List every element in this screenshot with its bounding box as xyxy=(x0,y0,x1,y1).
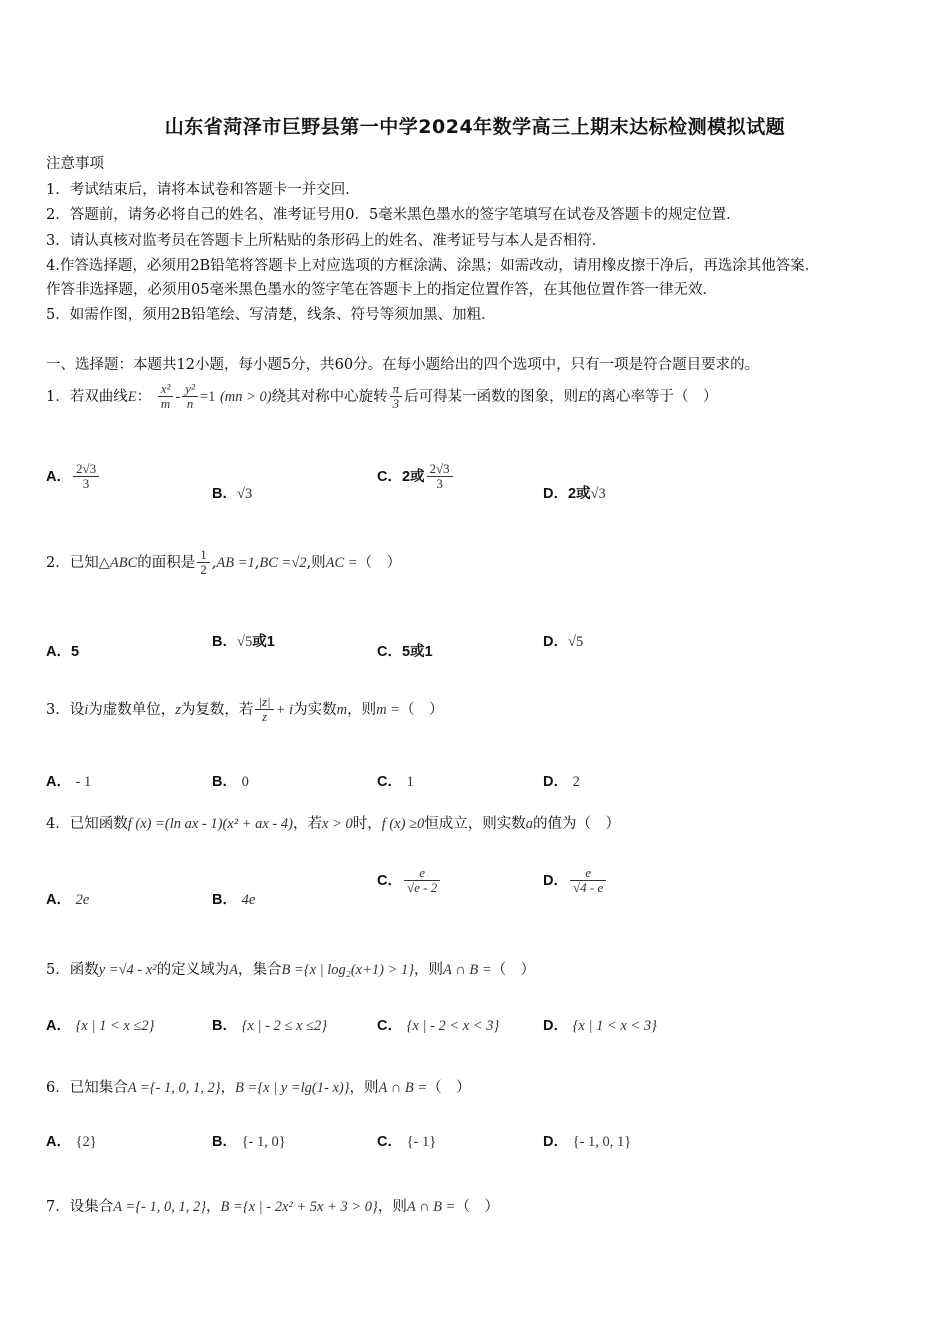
q3-option-a[interactable] xyxy=(46,770,91,791)
q6-intersection: A ∩ B = xyxy=(378,1080,428,1096)
q2-comma-1: , xyxy=(211,554,217,571)
q2-triangle: △ABC xyxy=(98,554,138,571)
q1-frac-pi-den: 3 xyxy=(392,396,400,412)
q5-option-b[interactable] xyxy=(212,1014,327,1035)
q5-text-c: ，集合 xyxy=(238,962,282,978)
q5-intersection: A ∩ B = xyxy=(443,962,492,978)
page-title: 山东省菏泽市巨野县第一中学2024年数学高三上期末达标检测模拟试题 xyxy=(164,116,786,138)
q6-option-d-label: D． xyxy=(543,1134,568,1150)
q1-text-b: 绕其对称中心旋转 xyxy=(271,388,388,405)
question-1 xyxy=(46,382,717,412)
notice-heading: 注意事项 xyxy=(46,156,104,172)
q2-option-b-or: 或1 xyxy=(252,634,275,650)
q1-text-a: 1．若双曲线 xyxy=(46,388,128,405)
q6-set-a: A ={- 1, 0, 1, 2} xyxy=(127,1080,221,1096)
q6-option-a-label: A． xyxy=(46,1134,71,1150)
q6-option-b-label: B． xyxy=(212,1134,237,1150)
q2-option-b-label: B． xyxy=(212,634,237,650)
q5-option-a-value: {x | 1 < x ≤2} xyxy=(75,1018,155,1034)
q7-set-b: B ={x | - 2x² + 5x + 3 > 0} xyxy=(220,1199,378,1215)
q3-text-e: ，则 xyxy=(347,701,377,718)
q2-option-a-label: A．5 xyxy=(46,644,80,660)
q3-text-c: 为复数，若 xyxy=(180,701,254,718)
q5-option-d-value: {x | 1 < x < 3} xyxy=(572,1018,657,1034)
q2-ac: AC = xyxy=(325,554,358,571)
q7-text-a: 7．设集合 xyxy=(46,1199,114,1215)
q2-half-den: 2 xyxy=(200,562,207,578)
q4-option-c-frac xyxy=(404,866,440,896)
question-7 xyxy=(46,1195,499,1216)
q5-option-a-label: A． xyxy=(46,1018,71,1034)
q1-option-a[interactable] xyxy=(46,462,101,492)
q1-option-d-label: D．2或 xyxy=(543,486,591,502)
q4-text-e: 的值为（ ） xyxy=(533,816,621,832)
section-heading: 一、选择题：本题共12小题，每小题5分，共60分。在每小题给出的四个选项中，只有一项是符合题目要求的。 xyxy=(46,357,760,373)
q1-option-c[interactable] xyxy=(377,462,455,492)
q1-condition: (mn > 0) xyxy=(219,388,272,405)
q5-a: A xyxy=(229,962,239,978)
q4-option-d-label: D． xyxy=(543,872,568,889)
q5-set-b: B ={x | log₂(x+1) > 1} xyxy=(281,962,415,978)
q5-text-d: ，则 xyxy=(414,962,444,978)
q1-frac-pi-num: π xyxy=(390,382,403,397)
q2-option-b[interactable] xyxy=(212,630,275,651)
notice-item-4b: 作答非选择题，必须用05毫米黑色墨水的签字笔在答题卡上的指定位置作答，在其他位置作答一律无效． xyxy=(46,282,717,298)
q1-text-d: 的离心率等于（ ） xyxy=(586,388,718,405)
q4-option-c-num: e xyxy=(404,866,440,881)
q1-option-d[interactable] xyxy=(543,482,606,503)
q6-option-a-value: {2} xyxy=(75,1134,97,1150)
q1-frac-x-num: x² xyxy=(158,382,174,397)
q3-m-eq: m = xyxy=(376,701,400,718)
notice-item-1: 1．考试结束后，请将本试卷和答题卡一并交回． xyxy=(46,182,360,198)
q1-colon: ： xyxy=(136,388,152,405)
q1-option-c-num: 2√3 xyxy=(427,462,453,477)
q3-option-c-label: C． xyxy=(377,774,402,790)
q3-m: m xyxy=(336,701,348,718)
q3-text-f: （ ） xyxy=(399,701,444,718)
q3-plus-i: + i xyxy=(275,701,294,718)
q7-text-c: ，则 xyxy=(377,1199,407,1215)
q1-math-e: E xyxy=(127,388,137,405)
question-3 xyxy=(46,695,443,725)
q7-text-d: （ ） xyxy=(455,1199,499,1215)
q2-half-num: 1 xyxy=(197,548,210,563)
q4-option-c-label: C． xyxy=(377,872,402,889)
q5-option-b-label: B． xyxy=(212,1018,237,1034)
q3-option-b-value: 0 xyxy=(241,774,249,790)
q6-text-d: （ ） xyxy=(427,1080,471,1096)
q1-frac-x-den: m xyxy=(160,396,171,412)
q2-text-a: 2．已知 xyxy=(46,554,99,571)
q2-text-d: ,则 xyxy=(306,554,326,571)
q6-option-c-value: {- 1} xyxy=(406,1134,437,1150)
q4-option-c[interactable] xyxy=(377,866,442,896)
q6-text-a: 6．已知集合 xyxy=(46,1080,128,1096)
q1-frac-x xyxy=(158,382,174,412)
q1-option-a-frac xyxy=(73,462,99,492)
q5-function: y =√4 - x² xyxy=(98,962,157,978)
q4-text-b: ，若 xyxy=(292,816,322,832)
q1-frac-y xyxy=(182,382,198,412)
q6-set-b: B ={x | y =lg(1- x)} xyxy=(235,1080,350,1096)
q6-text-b: ， xyxy=(220,1080,236,1096)
q2-bc: BC =√2 xyxy=(259,554,307,571)
q1-option-c-label: C．2或 xyxy=(377,468,425,485)
q3-option-d-label: D． xyxy=(543,774,568,790)
q4-text-d: 恒成立，则实数 xyxy=(424,816,526,832)
q2-option-d-label: D． xyxy=(543,634,568,650)
q3-text-b: 为虚数单位， xyxy=(88,701,176,718)
q2-option-c-label: C．5或1 xyxy=(377,644,433,660)
q3-option-c-value: 1 xyxy=(406,774,414,790)
q1-option-d-value: √3 xyxy=(590,486,606,502)
q4-condition-2: f (x) ≥0 xyxy=(381,816,425,832)
q1-text-c: 后可得某一函数的图象，则 xyxy=(404,388,579,405)
q4-option-a-label: A． xyxy=(46,892,71,908)
q5-option-b-value: {x | - 2 ≤ x ≤2} xyxy=(241,1018,328,1034)
notice-item-2: 2．答题前，请务必将自己的姓名、准考证号用0．5毫米黑色墨水的签字笔填写在试卷及答题卡的规定位置． xyxy=(46,207,741,223)
q1-option-c-den: 3 xyxy=(436,476,443,492)
q6-option-b[interactable] xyxy=(212,1130,286,1151)
q2-option-c[interactable] xyxy=(377,640,433,661)
q2-comma-2: , xyxy=(254,554,260,571)
q6-option-b-value: {- 1, 0} xyxy=(241,1134,286,1150)
q7-text-b: ， xyxy=(206,1199,221,1215)
q7-intersection: A ∩ B = xyxy=(406,1199,456,1215)
q4-option-b-label: B． xyxy=(212,892,237,908)
notice-item-5: 5．如需作图，须用2B铅笔绘、写清楚，线条、符号等须加黑、加粗． xyxy=(46,307,496,323)
q5-text-a: 5．函数 xyxy=(46,962,99,978)
q4-option-d[interactable] xyxy=(543,866,608,896)
q5-option-d-label: D． xyxy=(543,1018,568,1034)
q4-text-a: 4．已知函数 xyxy=(46,816,128,832)
q1-option-c-frac xyxy=(427,462,453,492)
q1-frac-pi xyxy=(390,382,403,412)
q5-option-c[interactable] xyxy=(377,1014,499,1035)
q1-option-b-label: B． xyxy=(212,486,237,502)
q2-option-d-value: √5 xyxy=(567,634,584,650)
q4-option-b[interactable] xyxy=(212,888,255,909)
question-4 xyxy=(46,812,620,833)
q6-option-c-label: C． xyxy=(377,1134,402,1150)
q5-text-b: 的定义域为 xyxy=(156,962,230,978)
q3-text-d: 为实数 xyxy=(293,701,337,718)
q3-option-c[interactable] xyxy=(377,770,414,791)
q1-option-a-label: A． xyxy=(46,468,71,485)
q3-text-a: 3．设 xyxy=(46,701,85,718)
q4-option-d-num: e xyxy=(570,866,606,881)
notice-item-3: 3．请认真核对监考员在答题卡上所粘贴的条形码上的姓名、准考证号与本人是否相符． xyxy=(46,233,607,249)
q4-option-a[interactable] xyxy=(46,888,89,909)
q1-minus: - xyxy=(175,388,181,405)
q4-option-d-frac xyxy=(570,866,606,896)
q4-option-d-den: √4 - e xyxy=(572,880,604,896)
q3-option-a-label: A． xyxy=(46,774,71,790)
q3-option-d-value: 2 xyxy=(572,774,580,790)
notice-item-4: 4.作答选择题，必须用2B铅笔将答题卡上对应选项的方框涂满、涂黑；如需改动，请用橡皮擦干净后，再选涂其他答案． xyxy=(46,258,820,274)
q1-option-b[interactable] xyxy=(212,482,252,503)
q5-option-a[interactable] xyxy=(46,1014,154,1035)
q4-option-c-den: √e - 2 xyxy=(406,880,438,896)
q2-ab: AB =1 xyxy=(216,554,255,571)
q5-option-d[interactable] xyxy=(543,1014,657,1035)
q3-frac-num: |z| xyxy=(255,695,273,710)
q4-a: a xyxy=(525,816,534,832)
q1-math-e2: E xyxy=(578,388,587,405)
q6-option-c[interactable] xyxy=(377,1130,436,1151)
q2-option-a[interactable] xyxy=(46,640,79,661)
q3-option-a-value: - 1 xyxy=(75,774,92,790)
q3-option-b[interactable] xyxy=(212,770,249,791)
question-6 xyxy=(46,1076,471,1097)
q4-function: f (x) =(ln ax - 1)(x² + ax - 4) xyxy=(127,816,293,832)
question-5 xyxy=(46,958,535,979)
q3-i: i xyxy=(84,701,89,718)
q1-option-a-num: 2√3 xyxy=(73,462,99,477)
q5-text-e: （ ） xyxy=(491,962,536,978)
q1-frac-y-den: n xyxy=(186,396,194,412)
q5-option-c-label: C． xyxy=(377,1018,402,1034)
q1-frac-y-num: y² xyxy=(182,382,198,397)
q1-option-b-value: √3 xyxy=(236,486,253,502)
q2-text-e: （ ） xyxy=(357,554,402,571)
q2-option-b-value: √5 xyxy=(236,634,253,650)
q1-eq: =1 xyxy=(199,388,216,405)
q3-frac xyxy=(255,695,273,725)
q5-option-c-value: {x | - 2 < x < 3} xyxy=(406,1018,500,1034)
q3-z: z xyxy=(175,701,181,718)
q6-text-c: ，则 xyxy=(349,1080,379,1096)
q2-option-d[interactable] xyxy=(543,630,583,651)
question-2 xyxy=(46,548,401,578)
q1-option-a-den: 3 xyxy=(82,476,90,492)
q4-option-a-value: 2e xyxy=(75,892,90,908)
q3-option-b-label: B． xyxy=(212,774,237,790)
q4-option-b-value: 4e xyxy=(241,892,256,908)
q6-option-d[interactable] xyxy=(543,1130,631,1151)
q3-frac-den: z xyxy=(262,709,268,725)
q6-option-a[interactable] xyxy=(46,1130,97,1151)
q3-option-d[interactable] xyxy=(543,770,580,791)
q6-option-d-value: {- 1, 0, 1} xyxy=(572,1134,632,1150)
q2-text-b: 的面积是 xyxy=(137,554,196,571)
q4-condition: x > 0 xyxy=(321,816,353,832)
q2-frac-half xyxy=(197,548,210,578)
q4-text-c: 时， xyxy=(352,816,382,832)
q7-set-a: A ={- 1, 0, 1, 2} xyxy=(113,1199,207,1215)
